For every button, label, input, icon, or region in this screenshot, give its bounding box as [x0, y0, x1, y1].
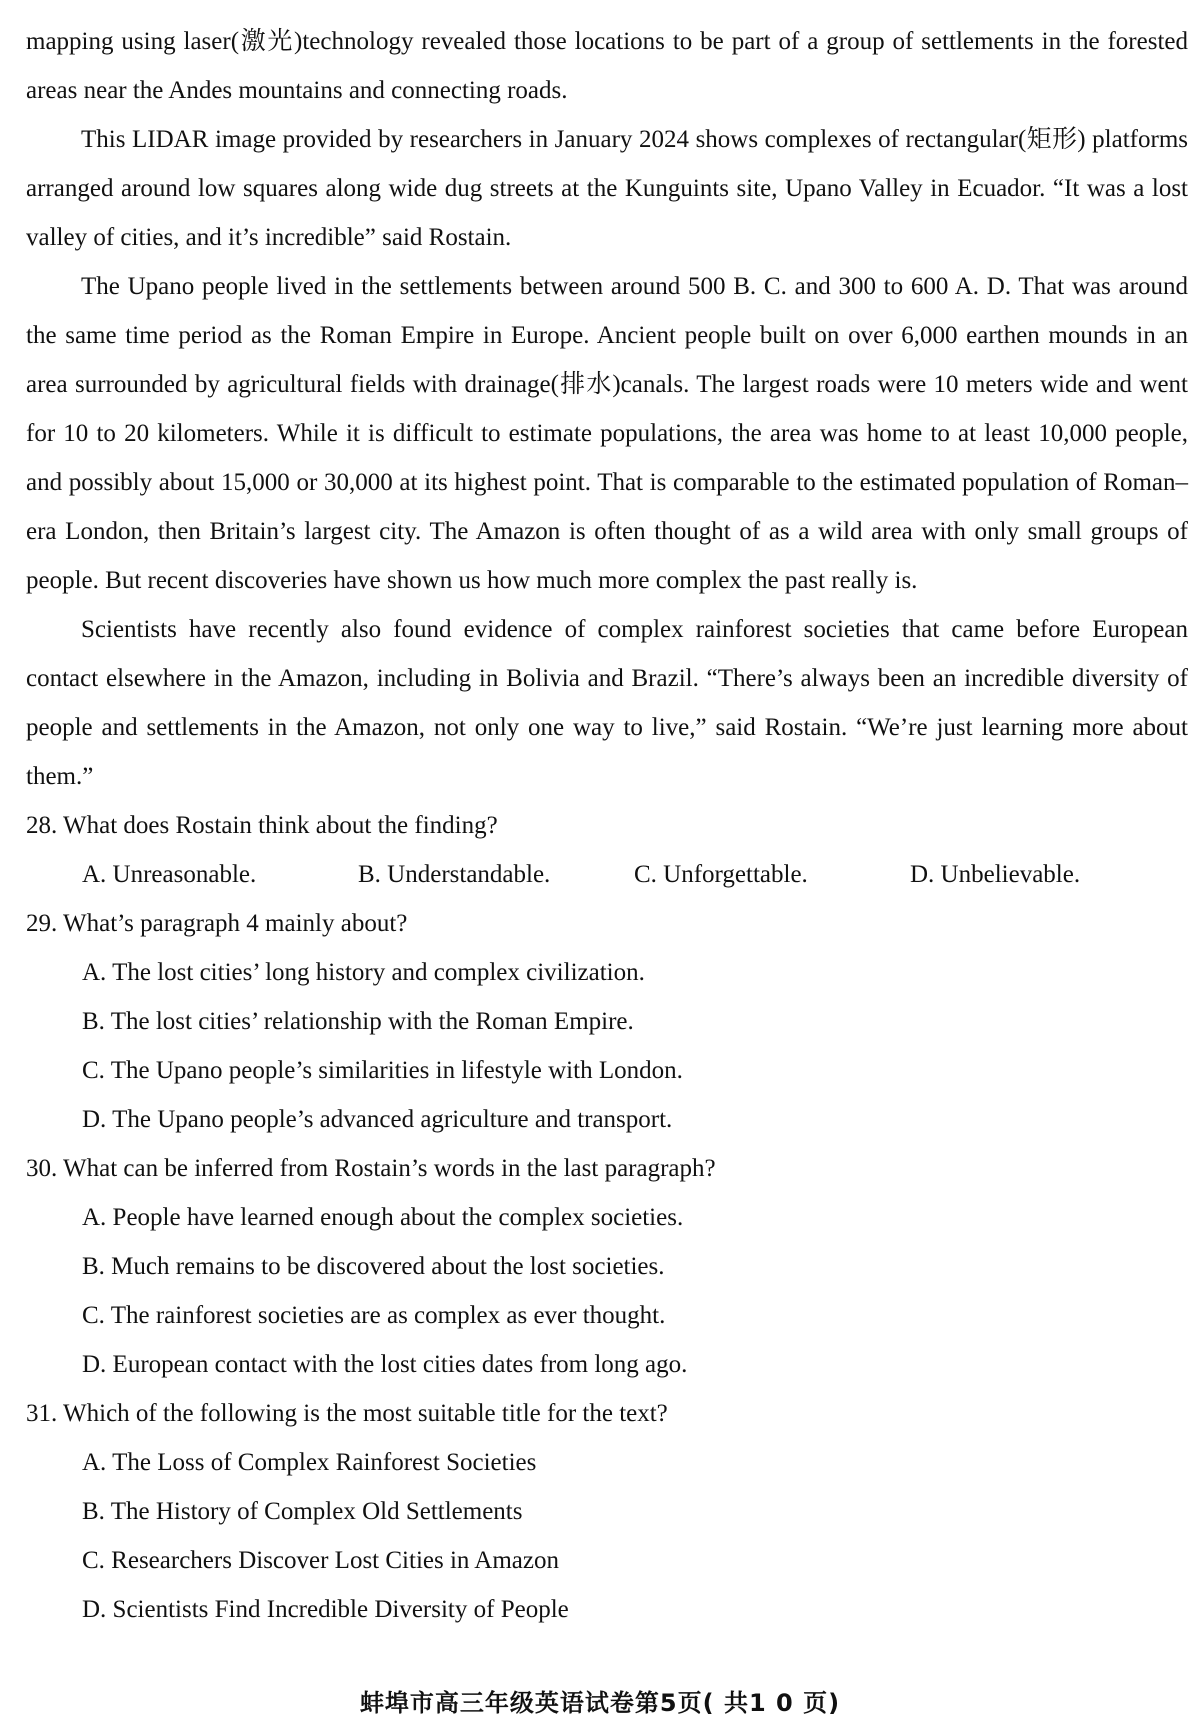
question-30 — [26, 1144, 1188, 1389]
question-28 — [26, 801, 1188, 899]
passage-paragraph-4: The Upano people lived in the settlements between around 500 B. C. and 300 to 600 A. D. That was around the same time period as the Roman Empire in Europe. Ancient people built on over 6,000 earthen mounds in an area surrounded by agricultural fields with drainage(排水)canals. The largest roads were 10 meters wide and went for 10 to 20 kilometers. While it is difficult to estimate populations, the area was home to at least 10,000 people, and possibly about 15,000 or 30,000 at its highest point. That is comparable to the estimated population of Roman–era London, then Britain’s largest city. The Amazon is often thought of as a wild area with only small groups of people. But recent discoveries have shown us how much more complex the past really is. — [26, 273, 1188, 594]
option-a: A. The lost cities’ long history and complex civilization. — [82, 959, 645, 986]
question-stem: 30. What can be inferred from Rostain’s words in the last paragraph? — [26, 1155, 716, 1182]
options-row — [26, 850, 1188, 899]
option-b: B. The lost cities’ relationship with the Roman Empire. — [82, 1008, 634, 1035]
question-stem: 31. Which of the following is the most suitable title for the text? — [26, 1400, 668, 1427]
option-a: A. Unreasonable. — [82, 861, 257, 888]
option-d: D. Unbelievable. — [910, 861, 1081, 888]
question-31 — [26, 1389, 1188, 1634]
reading-passage — [26, 17, 1188, 1634]
option-a: A. The Loss of Complex Rainforest Societies — [82, 1449, 537, 1476]
option-d: D. European contact with the lost cities dates from long ago. — [82, 1351, 688, 1378]
option-b: B. Understandable. — [358, 861, 551, 888]
option-d: D. The Upano people’s advanced agriculture and transport. — [82, 1106, 673, 1133]
passage-paragraph-5: Scientists have recently also found evidence of complex rainforest societies that came before European contact elsewhere in the Amazon, including in Bolivia and Brazil. “There’s always been an incredible diversity of people and settlements in the Amazon, not only one way to live,” said Rostain. “We’re just learning more about them.” — [26, 616, 1188, 790]
option-c: C. The Upano people’s similarities in lifestyle with London. — [82, 1057, 683, 1084]
question-stem: 29. What’s paragraph 4 mainly about? — [26, 910, 408, 937]
passage-paragraph-3: This LIDAR image provided by researchers in January 2024 shows complexes of rectangular(矩形) platforms arranged around low squares along wide dug streets at the Kunguints site, Upano Valley in Ecuador. “It was a lost valley of cities, and it’s incredible” said Rostain. — [26, 126, 1188, 251]
page-footer: 蚌埠市高三年级英语试卷第5页( 共1 0 页) — [359, 1689, 841, 1717]
question-stem: 28. What does Rostain think about the finding? — [26, 812, 498, 839]
passage-paragraph-continued: mapping using laser(激光)technology revealed those locations to be part of a group of settlements in the forested areas near the Andes mountains and connecting roads. — [26, 28, 1188, 104]
option-b: B. The History of Complex Old Settlements — [82, 1498, 523, 1525]
question-29 — [26, 899, 1188, 1144]
option-b: B. Much remains to be discovered about the lost societies. — [82, 1253, 665, 1280]
option-c: C. Unforgettable. — [634, 861, 808, 888]
option-d: D. Scientists Find Incredible Diversity of People — [82, 1596, 569, 1623]
option-c: C. The rainforest societies are as complex as ever thought. — [82, 1302, 666, 1329]
option-a: A. People have learned enough about the complex societies. — [82, 1204, 684, 1231]
option-c: C. Researchers Discover Lost Cities in Amazon — [82, 1547, 559, 1574]
